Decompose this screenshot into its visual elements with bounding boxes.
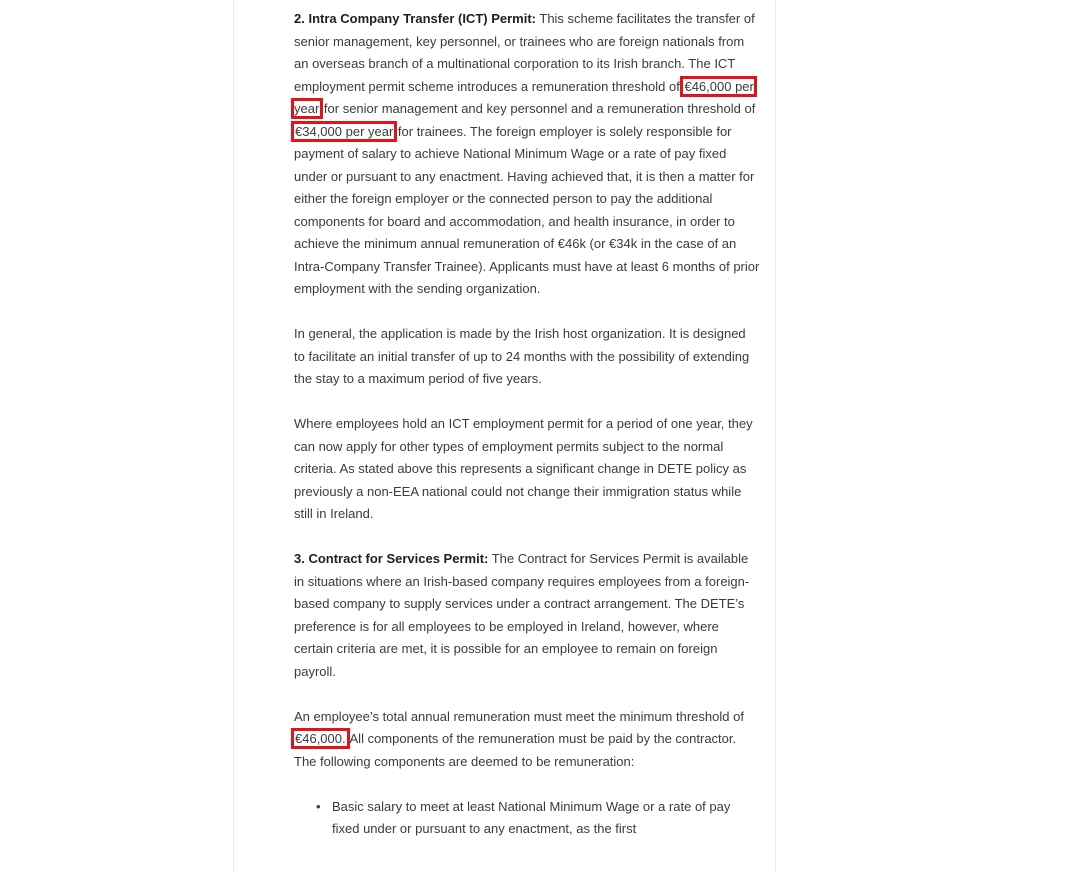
article-body	[294, 8, 760, 841]
highlight-senior-threshold: €46,000 per year	[294, 78, 754, 116]
remuneration-text-a: An employee’s total annual remuneration must meet the minimum threshold of	[294, 708, 744, 724]
remuneration-paragraph	[294, 706, 760, 774]
contract-text: The Contract for Services Permit is available in situations where an Irish-based company requires employees from a foreign-based company to supply services under a contract arrangement. The DETE’s preference is for all employees to be employed in Ireland, however, where certain criteria are met, it is possible for an employee to remain on foreign payroll.	[294, 551, 750, 679]
bullet-icon: •	[316, 798, 321, 814]
ict-paragraph	[294, 8, 760, 301]
highlight-trainee-threshold: €34,000 per year	[295, 123, 394, 139]
list-item	[316, 796, 760, 841]
highlight-contract-threshold: €46,000.	[295, 731, 346, 746]
list-item-text: Basic salary to meet at least National Minimum Wage or a rate of pay fixed under or pursuant to any enactment, as the first	[332, 798, 731, 836]
ict-text-a: This scheme facilitates the transfer of senior management, key personnel, or trainees who are foreign nationals from an overseas branch of a multinational corporation to its Irish branch. The ICT employment permit scheme introduces a remuneration threshold of	[294, 11, 755, 94]
ict-heading: 2. Intra Company Transfer (ICT) Permit:	[294, 11, 536, 26]
ict-text-b: for senior management and key personnel and a remuneration threshold of	[320, 101, 756, 116]
contract-heading: 3. Contract for Services Permit:	[294, 551, 489, 566]
where-paragraph: Where employees hold an ICT employment permit for a period of one year, they can now apply for other types of employment permits subject to the normal criteria. As stated above this represents a significant change in DETE policy as previously a non-EEA national could not change their immigration status while still in Ireland.	[294, 416, 753, 521]
general-paragraph: In general, the application is made by the Irish host organization. It is designed to facilitate an initial transfer of up to 24 months with the possibility of extending the stay to a maximum period of five years.	[294, 326, 750, 386]
remuneration-text-b: All components of the remuneration must be paid by the contractor. The following components are deemed to be remuneration:	[294, 731, 737, 769]
ict-text-c: for trainees. The foreign employer is solely responsible for payment of salary to achieve National Minimum Wage or a rate of pay fixed under or pursuant to any enactment. Having achieved that, it is then a matter for either the foreign employer or the connected person to pay the additional components for board and accommodation, and health insurance, in order to achieve the minimum annual remuneration of €46k (or €34k in the case of an Intra-Company Transfer Trainee). Applicants must have at least 6 months of prior employment with the sending organization.	[294, 123, 760, 296]
remuneration-components-list	[294, 796, 760, 841]
contract-paragraph	[294, 548, 760, 683]
